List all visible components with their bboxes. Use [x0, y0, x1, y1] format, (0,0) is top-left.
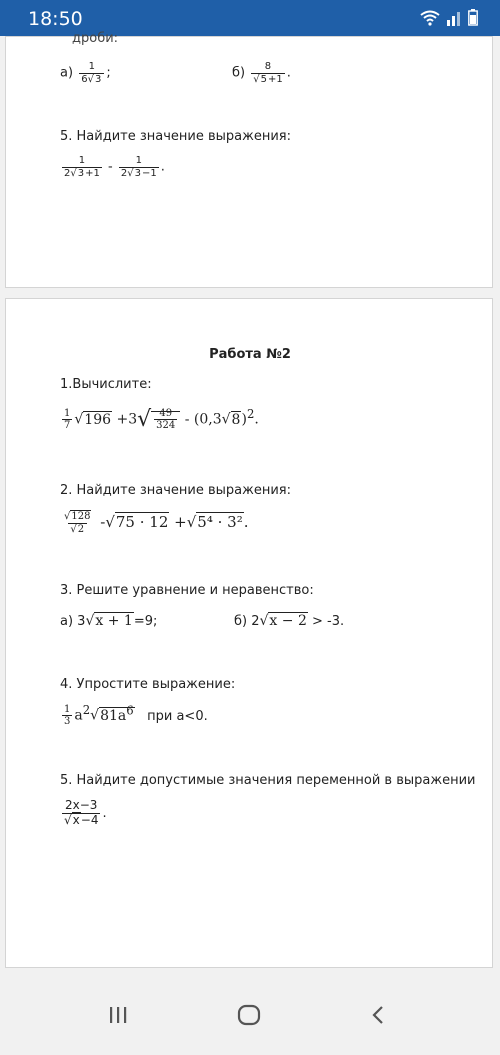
exponent: 2	[246, 407, 255, 421]
fraction-numerator: 1	[88, 61, 95, 72]
punct: .	[160, 159, 165, 175]
rest: +1	[267, 73, 283, 85]
task-2-title: 2. Найдите значение выражения:	[60, 483, 292, 498]
fraction-1	[62, 155, 102, 179]
fraction-denominator: 3	[64, 716, 71, 728]
coef: 6	[81, 73, 88, 85]
fraction-denominator: √5+1	[253, 73, 283, 85]
exponent: 6	[126, 703, 134, 717]
radicand: 75 · 12	[115, 513, 169, 531]
plus-coef: +3	[116, 411, 138, 428]
task-4a-fraction	[79, 61, 104, 85]
task-5-title: 5. Найдите значение выражения:	[60, 129, 292, 144]
document-page-1	[5, 31, 493, 288]
fraction-sqrt128-sqrt2	[62, 511, 93, 535]
home-button[interactable]	[229, 1000, 269, 1030]
fraction-numerator: 2x−3	[65, 798, 98, 812]
battery-icon	[468, 9, 478, 26]
recent-apps-icon	[108, 1005, 128, 1025]
tail-open: - (0,3	[184, 411, 222, 428]
signal-icon	[446, 10, 462, 26]
task-2-expression: $\frac{√128}{√2}$ -√75 · 12 +√5⁴ · 3².	[64, 511, 249, 535]
radicand: 128	[71, 511, 91, 522]
back-button[interactable]	[358, 1000, 398, 1030]
plus: +	[174, 513, 187, 531]
minus: -	[108, 159, 113, 175]
fraction-numerator: 1	[64, 703, 71, 715]
tail: =9;	[133, 614, 158, 629]
page-title: Работа №2	[209, 347, 291, 362]
task-4a-label: а)	[60, 65, 74, 81]
task-1-expression: $\frac{1}{7}$ √196 +3√ $\frac{49}{324}$ - $(0,3√8)^2$.	[64, 407, 259, 433]
task-1-title: 1.Вычислите:	[60, 377, 152, 392]
sqrt-sign: √	[137, 407, 152, 433]
task-5-expression	[60, 799, 107, 828]
label: б) 2	[234, 614, 260, 629]
punct: .	[243, 513, 249, 531]
rest: +1	[85, 167, 100, 179]
radicand: 3	[134, 167, 141, 179]
navigation-bar	[0, 978, 500, 1055]
fraction-denominator: 6√3	[79, 73, 104, 86]
fraction-2	[119, 155, 159, 179]
radicand: x − 2	[269, 613, 307, 629]
fraction-denominator: 2√3−1	[120, 167, 157, 179]
tail: > -3.	[307, 614, 345, 629]
fraction-denominator: 7	[64, 420, 71, 432]
task-3a: а) 3√x + 1=9;	[60, 613, 158, 629]
tail-close: )	[241, 411, 247, 428]
variable: a	[74, 707, 83, 724]
exponent: 2	[82, 703, 91, 717]
radicand: x	[72, 812, 80, 827]
punct: .	[254, 411, 259, 428]
fraction-denominator: 324	[156, 420, 176, 432]
task-5-expression	[60, 155, 165, 179]
task-4-expression: $\frac{1}{3}$ $a^2√81a^6$ при a<0.	[64, 703, 208, 728]
task-4b-label: б)	[232, 65, 246, 81]
fraction-numerator: 1	[78, 155, 86, 166]
document-page-2	[5, 298, 493, 968]
radicand: 5⁴ · 3²	[197, 513, 243, 531]
task-3b: б) 2√x − 2 > -3.	[234, 613, 345, 629]
task-4a	[60, 61, 111, 85]
fraction-numerator: 49	[159, 407, 173, 419]
home-icon	[237, 1004, 261, 1026]
fraction-denominator: √x−4	[64, 812, 99, 827]
radicand: 8	[231, 411, 241, 428]
cut-off-text: дроби:	[72, 31, 119, 46]
status-icons	[420, 9, 478, 26]
punct: .	[286, 65, 291, 81]
fraction-numerator: 1	[135, 155, 142, 166]
rest: −1	[141, 167, 157, 179]
radicand: 196	[84, 411, 112, 428]
recent-apps-button[interactable]	[98, 1000, 138, 1030]
status-time: 18:50	[28, 8, 83, 30]
fraction-49-324	[154, 408, 177, 432]
punct: ;	[106, 65, 111, 81]
back-icon	[370, 1005, 386, 1025]
coef: 2	[120, 167, 128, 179]
fraction-numerator: √128	[64, 511, 91, 522]
radicand: 3	[77, 167, 85, 179]
radicand-base: 81a	[100, 707, 127, 724]
fraction-numerator: 8	[264, 61, 272, 72]
fraction-domain	[62, 799, 100, 828]
fraction-1-3	[62, 704, 72, 728]
radicand: 3	[94, 73, 102, 85]
fraction-denominator: 2√3+1	[64, 167, 100, 179]
task-5-title: 5. Найдите допустимые значения переменной в выражении	[60, 773, 476, 788]
minus: -	[100, 513, 106, 531]
radicand	[99, 703, 135, 724]
radicand: 2	[77, 523, 85, 535]
punct: .	[102, 805, 107, 821]
radicand: x + 1	[95, 613, 133, 629]
task-4b	[232, 61, 291, 85]
fraction-1-7	[62, 408, 72, 432]
label: а) 3	[60, 614, 86, 629]
condition: при a<0.	[147, 708, 208, 724]
task-4b-fraction	[251, 61, 285, 85]
rest: −4	[80, 812, 99, 827]
wifi-icon	[420, 10, 440, 26]
coef: 2	[64, 167, 71, 179]
fraction-denominator: √2	[68, 523, 87, 536]
fraction-numerator: 1	[64, 407, 71, 419]
task-3-title: 3. Решите уравнение и неравенство:	[60, 583, 314, 598]
task-4-title: 4. Упростите выражение:	[60, 677, 236, 692]
radicand: 5	[260, 73, 267, 85]
